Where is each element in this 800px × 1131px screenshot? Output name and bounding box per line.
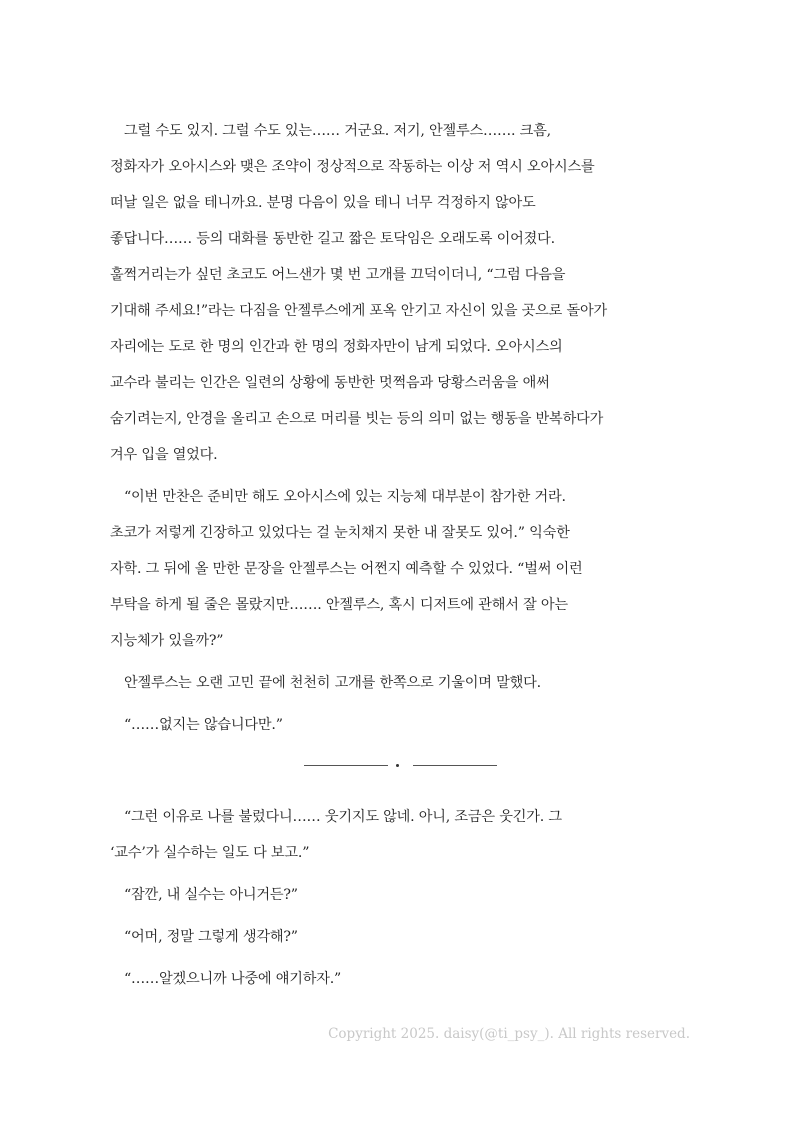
- text-line: “……알겠으니까 나중에 얘기하자.”: [124, 971, 342, 987]
- separator-line-right: [413, 765, 497, 766]
- text-line: ‘교수’가 실수하는 일도 다 보고.”: [110, 845, 310, 861]
- text-line: “……없지는 않습니다만.”: [124, 717, 283, 733]
- paragraph: [110, 665, 700, 701]
- text-line: 떠날 일은 없을 테니까요. 분명 다음이 있을 테니 너무 걱정하지 않아도: [110, 195, 536, 211]
- separator-line-left: [304, 765, 388, 766]
- text-line: “이번 만찬은 준비만 해도 오아시스에 있는 지능체 대부분이 참가한 거라.: [124, 489, 566, 505]
- text-line: 좋답니다…… 등의 대화를 동반한 길고 짧은 토닥임은 오래도록 이어졌다.: [110, 231, 555, 247]
- copyright-notice: Copyright 2025. daisy(@ti_psy_). All rights reserved.: [328, 1026, 690, 1042]
- text-line: “그런 이유로 나를 불렀다니…… 웃기지도 않네. 아니, 조금은 웃긴가. 그: [124, 809, 562, 825]
- text-line: 그럴 수도 있지. 그럴 수도 있는…… 거군요. 저기, 안젤루스……. 크흠,: [124, 123, 551, 139]
- text-line: 숨기려는지, 안경을 올리고 손으로 머리를 빗는 등의 의미 없는 행동을 반복하다가: [110, 411, 604, 427]
- separator-dot: [396, 764, 399, 767]
- text-line: 자학. 그 뒤에 올 만한 문장을 안젤루스는 어쩐지 예측할 수 있었다. “벌써 이런: [110, 561, 583, 577]
- text-line: 정화자가 오아시스와 맺은 조약이 정상적으로 작동하는 이상 저 역시 오아시스를: [110, 159, 595, 175]
- paragraph: [110, 113, 700, 473]
- text-line: 기대해 주세요!”라는 다짐을 안젤루스에게 포옥 안기고 자신이 있을 곳으로 돌아가: [110, 303, 608, 319]
- paragraph: [110, 479, 700, 659]
- text-line: 부탁을 하게 될 줄은 몰랐지만……. 안젤루스, 혹시 디저트에 관해서 잘 아는: [110, 597, 568, 613]
- text-line: 자리에는 도로 한 명의 인간과 한 명의 정화자만이 남게 되었다. 오아시스의: [110, 339, 563, 355]
- text-line: 초코가 저렇게 긴장하고 있었다는 걸 눈치채지 못한 내 잘못도 있어.” 익숙한: [110, 525, 570, 541]
- text-line: 겨우 입을 열었다.: [110, 447, 218, 463]
- paragraph: [110, 799, 700, 871]
- text-line: 교수라 불리는 인간은 일련의 상황에 동반한 멋쩍음과 당황스러움을 애써: [110, 375, 550, 391]
- text-line: “어머, 정말 그렇게 생각해?”: [124, 929, 298, 945]
- paragraph: [110, 961, 700, 997]
- paragraph: [110, 919, 700, 955]
- text-line: “잠깐, 내 실수는 아니거든?”: [124, 887, 298, 903]
- text-line: 훌쩍거리는가 싶던 초코도 어느샌가 몇 번 고개를 끄덕이더니, “그럼 다음을: [110, 267, 566, 283]
- text-line: 안젤루스는 오랜 고민 끝에 천천히 고개를 한쪽으로 기울이며 말했다.: [124, 675, 541, 691]
- document-body: [110, 113, 700, 1003]
- paragraph: [110, 707, 700, 743]
- text-line: 지능체가 있을까?”: [110, 633, 224, 649]
- paragraph: [110, 877, 700, 913]
- section-separator: [110, 749, 700, 791]
